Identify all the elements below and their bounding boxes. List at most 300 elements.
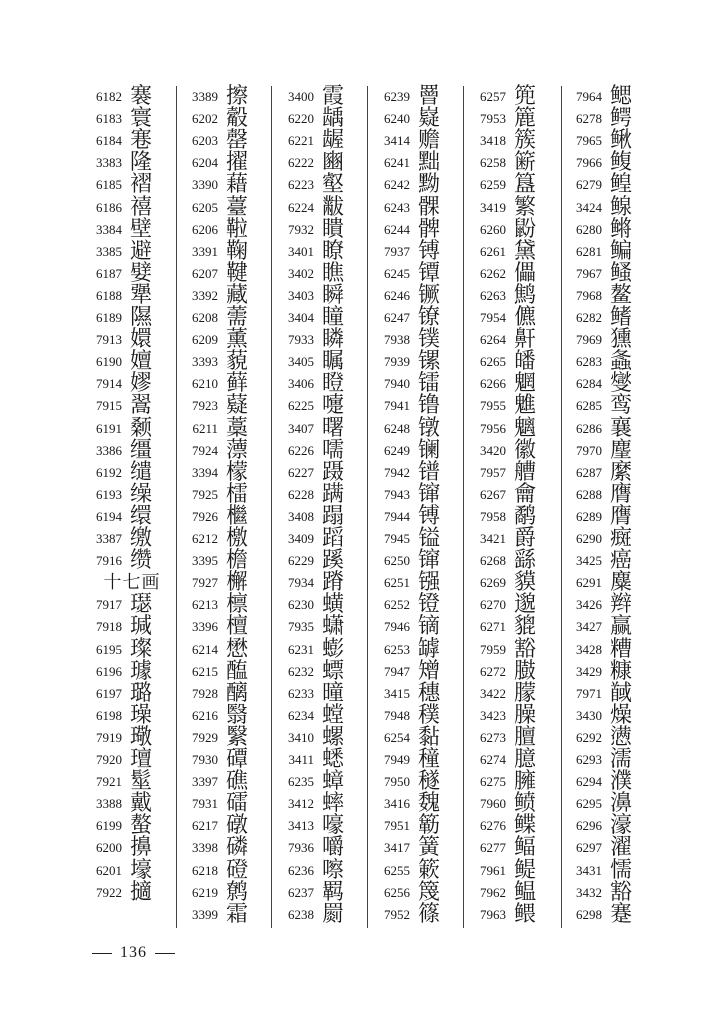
entry-code: 6289: [576, 508, 602, 524]
entry-code: 6220: [288, 111, 314, 127]
entry-code: 6238: [288, 906, 314, 922]
entry-character: 赡: [417, 128, 440, 154]
entry-code: 6203: [192, 133, 218, 149]
entry-code: 6272: [480, 663, 506, 679]
entry-code: 3428: [576, 641, 602, 657]
entry-character: 黝: [417, 172, 440, 198]
entry-character: 蹑: [321, 459, 344, 485]
entry-character: 魋: [513, 393, 536, 419]
entry-character: 縻: [609, 459, 632, 485]
entry-code: 7935: [288, 619, 314, 635]
entry-code: 7964: [576, 89, 602, 104]
entry-character: 簏: [513, 106, 536, 132]
entry-character: 镈: [417, 503, 440, 529]
entry-code: 3409: [288, 531, 314, 546]
entry-character: 臌: [513, 658, 536, 684]
entry-character: 邈: [513, 592, 536, 618]
entry-code: 3417: [384, 840, 410, 856]
entry-character: 鳌: [609, 282, 632, 308]
index-column-2: [180, 84, 276, 927]
entry-character: 擿: [129, 879, 152, 905]
entry-character: 貔: [513, 614, 536, 640]
entry-character: 褰: [129, 84, 152, 109]
entry-code: 6207: [192, 265, 218, 281]
entry-character: 褶: [129, 172, 152, 198]
entry-code: 7937: [384, 243, 410, 259]
entry-character: 镭: [417, 371, 440, 397]
entry-code: 7951: [384, 818, 410, 834]
entry-code: 7971: [576, 685, 602, 701]
entry-code: 3404: [288, 310, 314, 325]
entry-code: 7948: [384, 707, 410, 723]
entry-code: 6212: [192, 531, 218, 546]
entry-code: 6273: [480, 729, 506, 745]
entry-character: 鳁: [513, 879, 536, 905]
entry-character: 黛: [513, 238, 536, 264]
entry-code: 6266: [480, 376, 506, 392]
entry-code: 6281: [576, 243, 602, 259]
entry-character: 癌: [609, 548, 632, 574]
entry-character: 蟥: [321, 592, 344, 618]
entry-code: 3389: [192, 89, 218, 104]
entry-character: 朦: [513, 680, 536, 706]
index-column-5: [468, 84, 564, 927]
entry-character: 璥: [129, 724, 152, 750]
entry-character: 鳄: [609, 106, 632, 132]
entry-code: 3407: [288, 420, 314, 436]
entry-character: 馘: [609, 680, 632, 706]
entry-character: 礌: [225, 791, 248, 817]
entry-character: 蹋: [321, 503, 344, 529]
entry-code: 6194: [96, 508, 122, 524]
entry-character: 矰: [417, 658, 440, 684]
entry-code: 6188: [96, 287, 122, 303]
entry-character: 蹒: [321, 481, 344, 507]
entry-character: 鳋: [609, 260, 632, 286]
entry-code: 6284: [576, 376, 602, 392]
entry-character: 壁: [129, 216, 152, 242]
entry-code: 6282: [576, 310, 602, 325]
entry-code: 6261: [480, 243, 506, 259]
entry-character: 磴: [225, 857, 248, 883]
entry-code: 6227: [288, 464, 314, 480]
entry-code: 3412: [288, 796, 314, 812]
entry-character: 蟛: [321, 636, 344, 662]
entry-code: 3390: [192, 177, 218, 193]
entry-character: 豁: [609, 879, 632, 905]
entry-code: 6221: [288, 133, 314, 149]
entry-character: 糟: [609, 636, 632, 662]
entry-character: 蟀: [321, 791, 344, 817]
entry-character: 犟: [129, 282, 152, 308]
entry-character: 螯: [129, 813, 152, 839]
entry-code: 6217: [192, 818, 218, 834]
entry-character: 豳: [321, 150, 344, 176]
entry-code: 6279: [576, 177, 602, 193]
entry-code: 6205: [192, 199, 218, 215]
entry-code: 3401: [288, 243, 314, 259]
entry-code: 6229: [288, 553, 314, 569]
entry-code: 6222: [288, 155, 314, 171]
entry-character: 蟑: [321, 769, 344, 795]
entry-code: 6191: [96, 420, 122, 436]
entry-character: 藉: [225, 172, 248, 198]
entry-character: 襄: [609, 415, 632, 441]
page-number: 136: [120, 944, 147, 961]
entry-code: 6260: [480, 221, 506, 237]
entry-character: 艚: [513, 459, 536, 485]
index-entry: [84, 880, 180, 907]
entry-character: 繄: [225, 724, 248, 750]
column-divider: [463, 86, 464, 928]
entry-code: 7954: [480, 310, 506, 325]
entry-code: 7947: [384, 663, 410, 679]
entry-code: 6197: [96, 685, 122, 701]
entry-character: 瞳: [321, 305, 344, 330]
entry-character: 濡: [609, 747, 632, 772]
entry-code: 6226: [288, 442, 314, 458]
entry-character: 瞪: [321, 371, 344, 397]
entry-character: 镩: [417, 548, 440, 574]
entry-code: 3419: [480, 199, 506, 215]
entry-code: 6277: [480, 840, 506, 856]
entry-code: 7922: [96, 884, 122, 900]
entry-code: 6199: [96, 818, 122, 834]
entry-character: 龋: [321, 106, 344, 132]
entry-character: 觳: [225, 106, 248, 132]
entry-character: 懦: [609, 857, 632, 883]
entry-character: 簌: [417, 857, 440, 883]
entry-code: 6233: [288, 685, 314, 701]
entry-code: 6286: [576, 420, 602, 436]
entry-code: 7955: [480, 398, 506, 414]
entry-character: 缵: [129, 548, 152, 574]
entry-code: 6245: [384, 265, 410, 281]
entry-code: 6192: [96, 464, 122, 480]
entry-character: 嶷: [417, 106, 440, 132]
column-divider: [271, 86, 272, 928]
entry-code: 6249: [384, 442, 410, 458]
entry-character: 镡: [417, 260, 440, 286]
entry-character: 瞩: [321, 349, 344, 375]
entry-code: 6270: [480, 597, 506, 613]
entry-character: 辫: [609, 592, 632, 618]
entry-code: 7939: [384, 354, 410, 370]
entry-character: 癍: [609, 526, 632, 551]
entry-code: 7930: [192, 752, 218, 767]
entry-code: 6263: [480, 287, 506, 303]
page-footer: [84, 944, 183, 962]
entry-character: 螵: [321, 658, 344, 684]
entry-code: 6239: [384, 89, 410, 104]
entry-character: 嚓: [321, 857, 344, 883]
entry-character: 魍: [513, 371, 536, 397]
entry-character: 曈: [321, 680, 344, 706]
entry-character: 爵: [513, 526, 536, 551]
entry-character: 璮: [129, 747, 152, 772]
entry-character: 膺: [609, 503, 632, 529]
entry-character: 皤: [513, 349, 536, 375]
entry-code: 6182: [96, 89, 122, 104]
entry-code: 3400: [288, 89, 314, 104]
entry-character: 瞭: [321, 238, 344, 264]
entry-code: 7941: [384, 398, 410, 414]
entry-character: 膻: [513, 724, 536, 750]
entry-character: 篾: [417, 879, 440, 905]
entry-character: 檑: [225, 481, 248, 507]
entry-code: 3421: [480, 531, 506, 546]
entry-code: 6201: [96, 862, 122, 878]
entry-character: 鞡: [225, 216, 248, 242]
entry-code: 3416: [384, 796, 410, 812]
entry-code: 6257: [480, 89, 506, 104]
index-column-3: [276, 84, 372, 927]
entry-code: 7925: [192, 486, 218, 502]
entry-code: 6184: [96, 133, 122, 149]
entry-character: 蟋: [321, 747, 344, 772]
entry-character: 镤: [417, 327, 440, 353]
entry-code: 6290: [576, 531, 602, 546]
entry-character: 瞶: [321, 216, 344, 242]
entry-character: 徽: [513, 437, 536, 463]
index-column-4: [372, 84, 468, 927]
entry-character: 鳍: [609, 305, 632, 330]
entry-character: 檐: [225, 548, 248, 574]
entry-character: 翳: [225, 702, 248, 728]
entry-character: 鳇: [609, 172, 632, 198]
entry-character: 濮: [609, 769, 632, 795]
entry-character: 瑊: [129, 614, 152, 640]
entry-code: 3388: [96, 796, 122, 812]
entry-code: 7929: [192, 729, 218, 745]
entry-character: 醨: [225, 680, 248, 706]
entry-character: 獯: [609, 327, 632, 353]
entry-code: 6216: [192, 707, 218, 723]
entry-code: 3405: [288, 354, 314, 370]
entry-character: 镦: [417, 415, 440, 441]
entry-character: 缳: [129, 503, 152, 529]
entry-code: 3426: [576, 597, 602, 613]
entry-character: 霜: [225, 901, 248, 927]
entry-character: 镣: [417, 305, 440, 330]
entry-character: 嚏: [321, 393, 344, 419]
entry-code: 3403: [288, 287, 314, 303]
entry-character: 黜: [417, 150, 440, 176]
entry-character: 藁: [225, 415, 248, 441]
entry-code: 6288: [576, 486, 602, 502]
entry-code: 7966: [576, 155, 602, 171]
entry-character: 檄: [225, 526, 248, 551]
entry-character: 簖: [513, 150, 536, 176]
entry-code: 6292: [576, 729, 602, 745]
entry-code: 3397: [192, 774, 218, 790]
entry-character: 镧: [417, 437, 440, 463]
entry-code: 6206: [192, 221, 218, 237]
entry-code: 6185: [96, 177, 122, 193]
entry-code: 6208: [192, 310, 218, 325]
entry-character: 戴: [129, 791, 152, 817]
entry-character: 镥: [417, 393, 440, 419]
entry-code: 6254: [384, 729, 410, 745]
entry-code: 6253: [384, 641, 410, 657]
entry-character: 璪: [129, 702, 152, 728]
entry-code: 6280: [576, 221, 602, 237]
entry-code: 6232: [288, 663, 314, 679]
entry-code: 3410: [288, 729, 314, 745]
entry-character: 魏: [417, 791, 440, 817]
entry-code: 6250: [384, 553, 410, 569]
entry-code: 6209: [192, 332, 218, 348]
entry-code: 6225: [288, 398, 314, 414]
entry-code: 7919: [96, 729, 122, 745]
stroke-count-heading: 十七画: [103, 572, 161, 594]
entry-code: 7960: [480, 796, 506, 812]
entry-character: 璱: [129, 592, 152, 618]
column-divider: [561, 86, 562, 928]
entry-character: 臊: [513, 702, 536, 728]
entry-character: 鳅: [609, 128, 632, 154]
entry-character: 禧: [129, 194, 152, 220]
entry-character: 穜: [417, 747, 440, 772]
entry-character: 黏: [417, 724, 440, 750]
entry-character: 鞠: [225, 238, 248, 264]
entry-character: 缲: [129, 481, 152, 507]
entry-character: 簧: [417, 835, 440, 861]
entry-character: 翯: [129, 393, 152, 419]
entry-code: 3393: [192, 354, 218, 370]
entry-code: 6269: [480, 575, 506, 591]
entry-code: 6210: [192, 376, 218, 392]
entry-code: 7969: [576, 332, 602, 348]
entry-character: 龌: [321, 128, 344, 154]
entry-code: 7918: [96, 619, 122, 635]
entry-code: 6265: [480, 354, 506, 370]
entry-character: 璨: [129, 636, 152, 662]
entry-character: 鹩: [225, 879, 248, 905]
entry-code: 6242: [384, 177, 410, 193]
entry-code: 6183: [96, 111, 122, 127]
entry-character: 镫: [417, 592, 440, 618]
entry-code: 6193: [96, 486, 122, 502]
entry-code: 3399: [192, 906, 218, 922]
entry-code: 3415: [384, 685, 410, 701]
entry-code: 3424: [576, 199, 602, 215]
entry-code: 6243: [384, 199, 410, 215]
entry-character: 嚼: [321, 835, 344, 861]
entry-character: 嬖: [129, 260, 152, 286]
entry-code: 6297: [576, 840, 602, 856]
entry-character: 鳊: [609, 238, 632, 264]
entry-character: 螽: [609, 349, 632, 375]
entry-code: 3394: [192, 464, 218, 480]
entry-character: 瞬: [321, 282, 344, 308]
entry-character: 镪: [417, 570, 440, 596]
entry-code: 7916: [96, 553, 122, 569]
entry-character: 濯: [609, 835, 632, 861]
entry-character: 嫪: [129, 371, 152, 397]
index-entry: [276, 902, 372, 929]
entry-code: 6240: [384, 111, 410, 127]
entry-code: 3423: [480, 707, 506, 723]
entry-character: 罅: [417, 636, 440, 662]
entry-code: 6187: [96, 265, 122, 281]
entry-character: 檩: [225, 592, 248, 618]
entry-character: 薸: [225, 437, 248, 463]
entry-code: 7952: [384, 906, 410, 922]
entry-code: 6298: [576, 906, 602, 922]
entry-character: 擦: [225, 84, 248, 109]
entry-code: 3396: [192, 619, 218, 635]
entry-character: 镝: [417, 614, 440, 640]
entry-code: 3422: [480, 685, 506, 701]
entry-code: 3402: [288, 265, 314, 281]
entry-character: 鼾: [513, 327, 536, 353]
index-column-1: [84, 84, 180, 924]
entry-character: 鹬: [513, 503, 536, 529]
entry-character: 缴: [129, 526, 152, 551]
entry-character: 藓: [225, 371, 248, 397]
entry-code: 6291: [576, 575, 602, 591]
entry-code: 6200: [96, 840, 122, 856]
entry-character: 蹐: [321, 570, 344, 596]
entry-code: 6215: [192, 663, 218, 679]
entry-code: 3420: [480, 442, 506, 458]
entry-code: 7959: [480, 641, 506, 657]
entry-code: 6268: [480, 553, 506, 569]
entry-code: 7934: [288, 575, 314, 591]
entry-code: 7915: [96, 398, 122, 414]
entry-code: 7914: [96, 376, 122, 392]
entry-code: 6223: [288, 177, 314, 193]
entry-character: 镙: [417, 349, 440, 375]
entry-code: 6294: [576, 774, 602, 790]
entry-code: 6228: [288, 486, 314, 502]
entry-character: 鲽: [513, 813, 536, 839]
entry-character: 嚅: [321, 437, 344, 463]
entry-code: 7953: [480, 111, 506, 127]
entry-code: 7961: [480, 862, 506, 878]
entry-code: 7967: [576, 265, 602, 281]
entry-character: 薹: [225, 194, 248, 220]
entry-character: 镈: [417, 238, 440, 264]
entry-character: 隆: [129, 150, 152, 176]
entry-character: 礁: [225, 769, 248, 795]
entry-code: 3408: [288, 508, 314, 524]
entry-code: 6247: [384, 310, 410, 325]
entry-code: 3431: [576, 862, 602, 878]
entry-character: 鲼: [513, 791, 536, 817]
entry-character: 貘: [513, 570, 536, 596]
entry-code: 6296: [576, 818, 602, 834]
entry-code: 7940: [384, 376, 410, 392]
entry-character: 蹇: [609, 901, 632, 927]
entry-character: 穙: [417, 702, 440, 728]
entry-character: 臃: [513, 769, 536, 795]
entry-character: 藐: [225, 349, 248, 375]
entry-character: 隰: [129, 305, 152, 330]
entry-character: 磷: [225, 835, 248, 861]
entry-character: 瞵: [321, 327, 344, 353]
entry-character: 濠: [609, 813, 632, 839]
entry-code: 3391: [192, 243, 218, 259]
entry-code: 6196: [96, 663, 122, 679]
entry-code: 7957: [480, 464, 506, 480]
entry-code: 6202: [192, 111, 218, 127]
entry-code: 6259: [480, 177, 506, 193]
entry-character: 檬: [225, 459, 248, 485]
entry-code: 7927: [192, 575, 218, 591]
entry-character: 薰: [225, 327, 248, 353]
